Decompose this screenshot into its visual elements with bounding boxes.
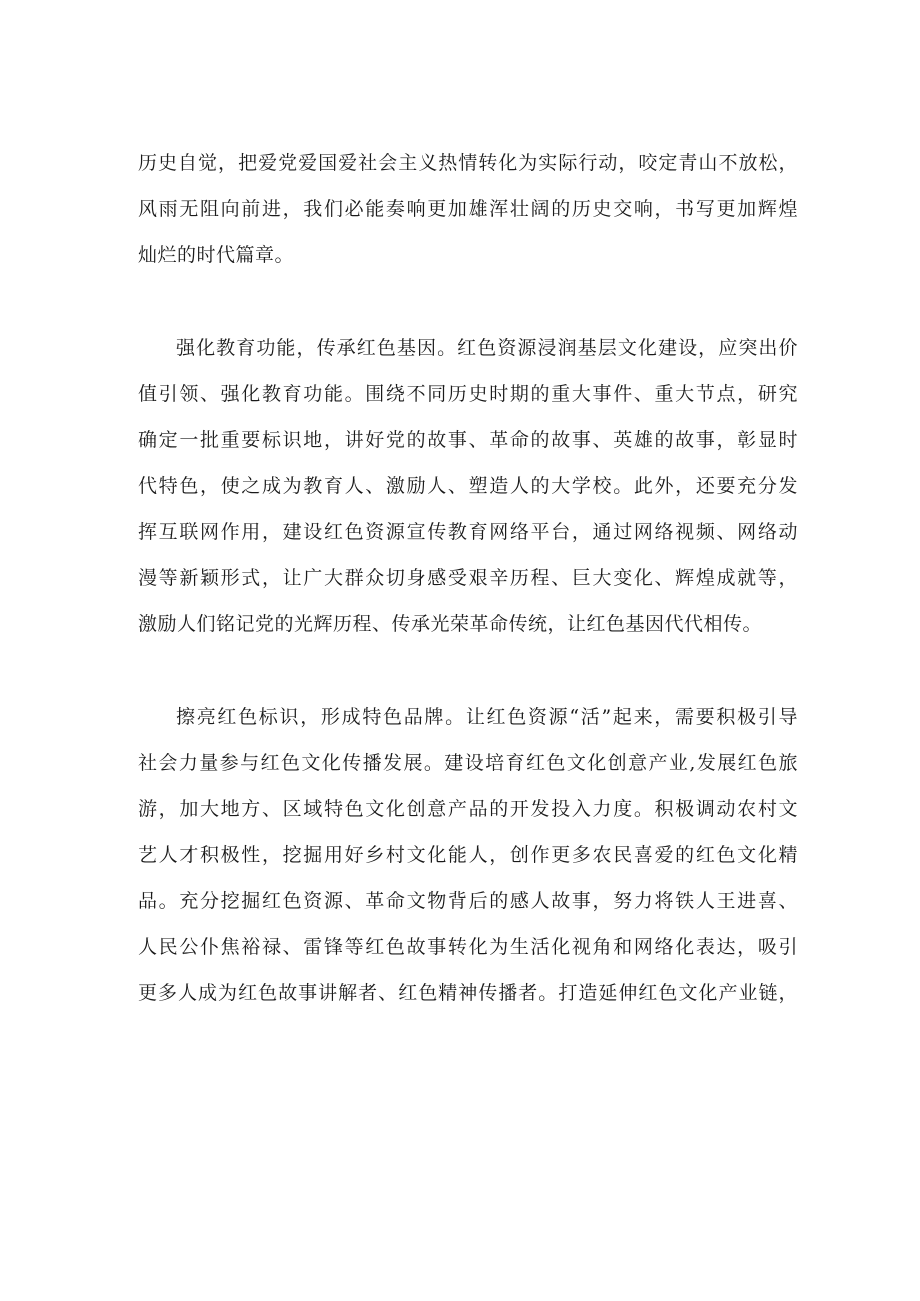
paragraph-3: [138, 694, 798, 1016]
paragraph-line: 灿烂的时代篇章。: [138, 244, 295, 266]
paragraph-2: [138, 325, 798, 647]
paragraph-line: 激励人们铭记党的光辉历程、传承光荣革命传统，让红色基因代代相传。: [138, 613, 763, 635]
paragraph-line: 人民公仆焦裕禄、雷锋等红色故事转化为生活化视角和网络化表达，吸引: [138, 936, 798, 958]
paragraph-line: 擦亮红色标识，形成特色品牌。让红色资源“活”起来，需要积极引导: [176, 706, 798, 728]
paragraph-spacer: [138, 647, 798, 694]
paragraph-line: 游，加大地方、区域特色文化创意产品的开发投入力度。积极调动农村文: [138, 798, 798, 820]
paragraph-line: 漫等新颖形式，让广大群众切身感受艰辛历程、巨大变化、辉煌成就等，: [138, 567, 798, 589]
document-body: [138, 140, 798, 1016]
paragraph-line: 风雨无阻向前进，我们必能奏响更加雄浑壮阔的历史交响，书写更加辉煌: [138, 198, 798, 220]
paragraph-1: [138, 140, 798, 278]
paragraph-line: 确定一批重要标识地，讲好党的故事、革命的故事、英雄的故事，彰显时: [138, 429, 798, 451]
paragraph-line: 代特色，使之成为教育人、激励人、塑造人的大学校。此外，还要充分发: [138, 475, 798, 497]
paragraph-line: 社会力量参与红色文化传播发展。建设培育红色文化创意产业,发展红色旅: [138, 752, 798, 774]
paragraph-line: 强化教育功能，传承红色基因。红色资源浸润基层文化建设，应突出价: [176, 337, 798, 359]
paragraph-line: 历史自觉，把爱党爱国爱社会主义热情转化为实际行动，咬定青山不放松，: [138, 152, 798, 174]
paragraph-line: 艺人才积极性，挖掘用好乡村文化能人，创作更多农民喜爱的红色文化精: [138, 844, 798, 866]
paragraph-spacer: [138, 278, 798, 325]
paragraph-line: 挥互联网作用，建设红色资源宣传教育网络平台，通过网络视频、网络动: [138, 521, 798, 543]
paragraph-line: 更多人成为红色故事讲解者、红色精神传播者。打造延伸红色文化产业链，: [138, 982, 798, 1004]
paragraph-line: 品。充分挖掘红色资源、革命文物背后的感人故事，努力将铁人王进喜、: [138, 890, 798, 912]
paragraph-line: 值引领、强化教育功能。围绕不同历史时期的重大事件、重大节点，研究: [138, 383, 798, 405]
